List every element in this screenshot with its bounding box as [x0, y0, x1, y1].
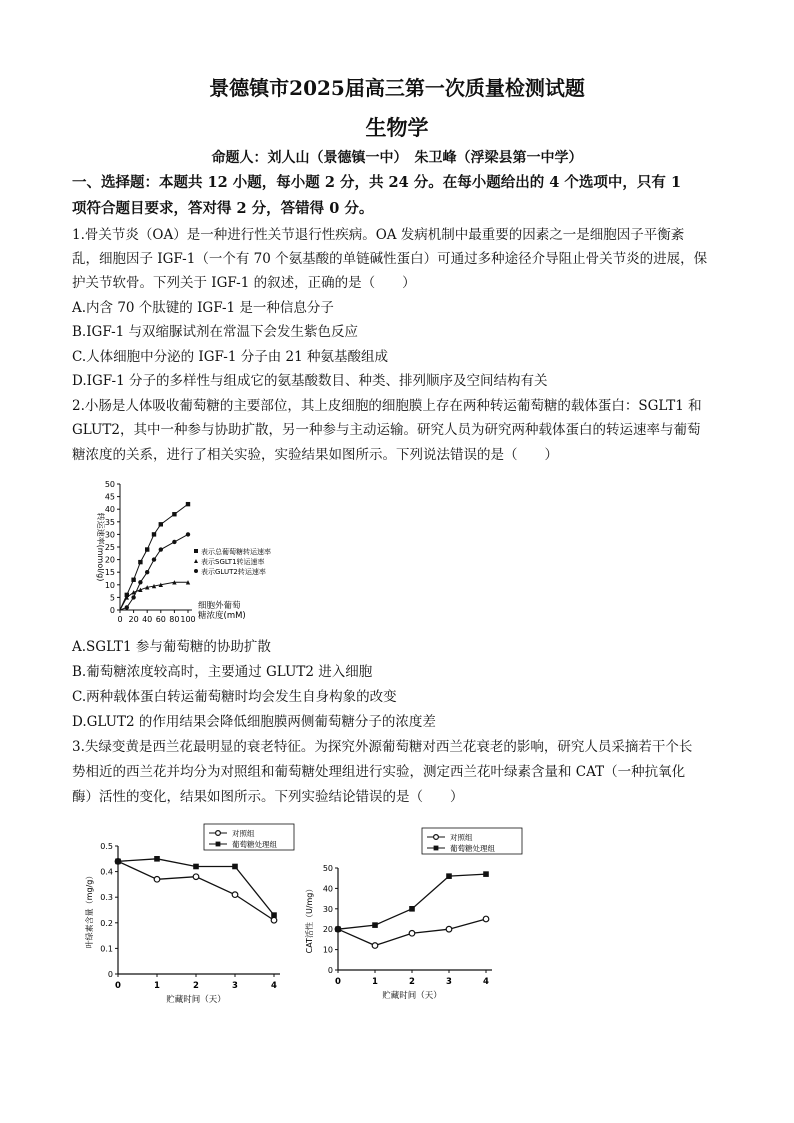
q2-stem-line-3: 糖浓度的关系，进行了相关实验，实验结果如图所示。下列说法错误的是（ ） — [72, 447, 558, 463]
y-tick-label: 20 — [322, 925, 333, 935]
legend-label: 表示SGLT1转运速率 — [201, 558, 265, 566]
section-instruction-1: 一、选择题：本题共 12 小题，每小题 2 分，共 24 分。在每小题给出的 4 个选项中，只有 1 — [72, 174, 682, 191]
y-tick-label: 50 — [104, 480, 115, 489]
q1-option-d: D.IGF-1 分子的多样性与组成它的氨基酸数目、种类、排列顺序及空间结构有关 — [72, 373, 548, 389]
y-tick-label: 30 — [322, 904, 333, 914]
x-tick-label: 3 — [446, 977, 452, 987]
y-tick-label: 0.1 — [100, 944, 113, 954]
legend-label: 对照组 — [232, 829, 255, 838]
data-point — [131, 595, 135, 599]
data-point — [159, 522, 163, 526]
y-tick-label: 10 — [322, 945, 333, 955]
x-tick-label: 4 — [271, 981, 277, 991]
y-tick-label: 5 — [109, 593, 115, 603]
data-point — [232, 892, 238, 898]
x-tick-label: 3 — [232, 981, 238, 991]
x-tick-label: 60 — [155, 615, 166, 624]
legend-marker — [434, 846, 439, 851]
cat-activity-chart — [300, 822, 530, 1008]
y-tick-label: 50 — [322, 864, 333, 873]
y-tick-label: 35 — [104, 517, 115, 527]
y-tick-label: 0 — [109, 606, 115, 615]
y-tick-label: 0.4 — [100, 867, 113, 877]
data-point — [131, 578, 135, 582]
exam-title: 景德镇市2025届高三第一次质量检测试题 — [209, 76, 585, 100]
q2-option-a: A.SGLT1 参与葡萄糖的协助扩散 — [72, 639, 271, 655]
x-tick-label: 40 — [142, 615, 153, 624]
y-axis-label: CAT活性（U/mg） — [305, 884, 314, 954]
transport-rate-chart — [70, 472, 290, 632]
x-tick-label: 0 — [115, 981, 121, 991]
data-point — [193, 864, 199, 870]
x-axis-label: 贮藏时间（天） — [166, 995, 226, 1005]
subject-title: 生物学 — [365, 115, 429, 140]
y-tick-label: 40 — [322, 884, 333, 894]
y-tick-label: 40 — [104, 505, 115, 515]
y-tick-label: 25 — [104, 543, 115, 552]
q2-option-d: D.GLUT2 的作用结果会降低细胞膜两侧葡萄糖分子的浓度差 — [72, 714, 436, 730]
x-tick-label: 1 — [372, 977, 378, 987]
legend-label: 葡萄糖处理组 — [450, 844, 495, 853]
data-point — [172, 512, 176, 516]
q3-stem-line-2: 势相近的西兰花并均分为对照组和葡萄糖处理组进行实验，测定西兰花叶绿素含量和 CAT（一种抗氧化 — [72, 764, 686, 780]
q1-option-a: A.内含 70 个肽键的 IGF-1 是一种信息分子 — [72, 300, 334, 316]
y-tick-label: 15 — [104, 568, 115, 578]
legend-marker — [434, 835, 439, 840]
y-tick-label: 10 — [104, 580, 115, 590]
q1-option-b: B.IGF-1 与双缩脲试剂在常温下会发生紫色反应 — [72, 324, 359, 340]
legend-marker — [194, 569, 198, 573]
legend-label: 表示总葡萄糖转运速率 — [201, 548, 271, 556]
q1-option-c: C.人体细胞中分泌的 IGF-1 分子由 21 种氨基酸组成 — [72, 349, 389, 365]
data-point — [409, 906, 415, 912]
data-point — [271, 917, 277, 923]
data-point — [115, 859, 121, 865]
data-point — [271, 912, 277, 918]
y-tick-label: 20 — [104, 555, 115, 565]
data-point — [145, 547, 149, 551]
data-point — [159, 547, 163, 551]
x-axis-label: 贮藏时间（天） — [382, 991, 442, 1001]
y-axis-label: 转运速率(mmol/g) — [96, 512, 105, 582]
x-tick-label: 100 — [180, 615, 196, 624]
legend-marker — [194, 559, 198, 563]
series-line-1 — [338, 874, 486, 929]
data-point — [483, 916, 489, 922]
data-point — [186, 502, 190, 506]
x-tick-label: 0 — [335, 977, 341, 987]
data-point — [138, 588, 142, 592]
y-tick-label: 30 — [104, 530, 115, 540]
x-tick-label: 4 — [483, 977, 489, 987]
q2-stem-line-2: GLUT2，其中一种参与协助扩散，另一种参与主动运输。研究人员为研究两种载体蛋白的转运速率与葡萄 — [72, 422, 701, 438]
series-line-0 — [120, 504, 188, 610]
legend-label: 表示GLUT2转运速率 — [201, 568, 266, 576]
x-tick-label: 1 — [154, 981, 160, 991]
data-point — [232, 864, 238, 870]
data-point — [446, 926, 452, 932]
q2-option-c: C.两种载体蛋白转运葡萄糖时均会发生自身构象的改变 — [72, 689, 397, 705]
legend-marker — [194, 549, 198, 553]
q1-stem-line-1: 1.骨关节炎（OA）是一种进行性关节退行性疾病。OA 发病机制中最重要的因素之一是细胞因子平衡紊 — [72, 227, 685, 243]
data-point — [193, 874, 199, 880]
y-tick-label: 0.3 — [100, 893, 113, 903]
q2-option-b: B.葡萄糖浓度较高时，主要通过 GLUT2 进入细胞 — [72, 664, 373, 680]
legend-marker — [216, 842, 221, 847]
data-point — [152, 532, 156, 536]
y-tick-label: 0 — [327, 966, 333, 975]
q2-stem-line-1: 2.小肠是人体吸收葡萄糖的主要部位，其上皮细胞的细胞膜上存在两种转运葡萄糖的载体蛋白：SGLT1 和 — [72, 398, 702, 414]
y-tick-label: 0.5 — [100, 842, 113, 851]
x-tick-label: 0 — [117, 615, 123, 624]
authors-line: 命题人：刘人山（景德镇一中） 朱卫峰（浮梁县第一中学） — [211, 150, 583, 166]
legend-label: 葡萄糖处理组 — [232, 840, 277, 849]
series-line-0 — [118, 861, 274, 920]
section-instruction-2: 项符合题目要求，答对得 2 分，答错得 0 分。 — [72, 200, 374, 217]
x-tick-label: 80 — [169, 615, 180, 624]
data-point — [446, 873, 452, 879]
data-point — [372, 943, 378, 949]
y-tick-label: 0.2 — [100, 918, 113, 928]
data-point — [372, 922, 378, 928]
data-point — [483, 871, 489, 877]
data-point — [145, 570, 149, 574]
data-point — [138, 560, 142, 564]
data-point — [125, 605, 129, 609]
q3-stem-line-1: 3.失绿变黄是西兰花最明显的衰老特征。为探究外源葡萄糖对西兰花衰老的影响，研究人员采摘若干个长 — [72, 739, 693, 755]
legend-marker — [216, 831, 221, 836]
data-point — [172, 540, 176, 544]
x-axis-label-1: 细胞外葡萄 — [198, 601, 241, 611]
chlorophyll-chart — [72, 818, 298, 1008]
series-line-2 — [120, 534, 188, 610]
data-point — [186, 532, 190, 536]
x-axis-label-2: 糖浓度(mM) — [198, 611, 246, 621]
y-tick-label: 0 — [107, 970, 113, 979]
q1-stem-line-3: 护关节软骨。下列关于 IGF-1 的叙述，正确的是（ ） — [72, 275, 416, 291]
q3-stem-line-3: 酶）活性的变化，结果如图所示。下列实验结论错误的是（ ） — [72, 789, 464, 805]
data-point — [409, 930, 415, 936]
data-point — [154, 856, 160, 862]
x-tick-label: 2 — [193, 981, 199, 991]
legend-label: 对照组 — [450, 833, 473, 842]
y-tick-label: 45 — [104, 492, 115, 502]
data-point — [335, 926, 341, 932]
q1-stem-line-2: 乱，细胞因子 IGF-1（一个有 70 个氨基酸的单链碱性蛋白）可通过多种途径介导阻止骨关节炎的进展，保 — [72, 251, 708, 267]
x-tick-label: 2 — [409, 977, 415, 987]
x-tick-label: 20 — [128, 615, 139, 624]
data-point — [138, 580, 142, 584]
data-point — [154, 876, 160, 882]
y-axis-label: 叶绿素含量（mg/g） — [85, 871, 94, 949]
data-point — [152, 557, 156, 561]
